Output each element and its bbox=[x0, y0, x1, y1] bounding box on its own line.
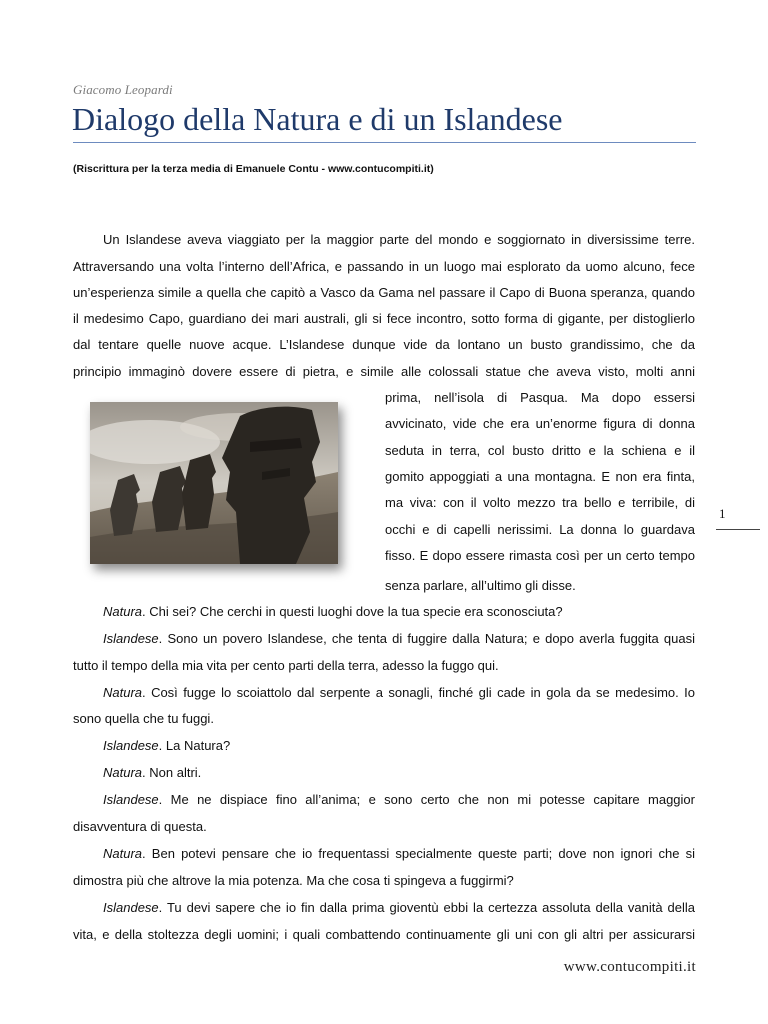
footer-url: www.contucompiti.it bbox=[563, 959, 696, 975]
dialogue-line: Natura. Ben potevi pensare che io frequentassi specialmente queste parti; dove non ignori che si bbox=[103, 846, 695, 861]
dialogue-text: Sono un povero Islandese, che tenta di fuggire dalla Natura; e dopo averla fuggita quasi bbox=[167, 631, 695, 646]
dialogue-line: Natura. Così fugge lo scoiattolo dal serpente a sonagli, finché gli cade in gola da se medesimo. Io bbox=[103, 685, 695, 700]
paragraph-line: ma viva: con il volto mezzo tra bello e terribile, di bbox=[385, 495, 695, 510]
dialogue-line: Islandese. La Natura? bbox=[103, 738, 231, 753]
speaker-name: Natura bbox=[103, 846, 143, 861]
paragraph-line: fisso. E dopo essere rimasta così per un certo tempo bbox=[385, 548, 695, 563]
dialogue-line: Islandese. Tu devi sapere che io fin dalla prima gioventù ebbi la certezza assoluta della vanità della bbox=[103, 900, 695, 915]
paragraph-line: Attraversando una volta l’interno dell’Africa, e passando in un luogo mai esplorato da uomo alcuno, fece bbox=[73, 259, 695, 274]
dialogue-line: dimostra più che altrove la mia potenza. Ma che cosa ti spingeva a fuggirmi? bbox=[73, 873, 514, 888]
paragraph-line: Un Islandese aveva viaggiato per la maggior parte del mondo e soggiornato in diversissime terre. bbox=[103, 232, 695, 247]
speaker-name: Islandese bbox=[103, 792, 159, 807]
dialogue-text: La Natura? bbox=[165, 738, 231, 753]
dialogue-line: Natura. Non altri. bbox=[103, 765, 202, 780]
speaker-name: Islandese bbox=[103, 900, 159, 915]
paragraph-line: occhi e di capelli nerissimi. La donna lo guardava bbox=[385, 522, 695, 537]
dialogue-line: sono quella che tu fuggi. bbox=[73, 711, 214, 726]
paragraph-line: gomito appoggiati a una montagna. E non era finta, bbox=[385, 469, 695, 484]
dialogue-text: Così fugge lo scoiattolo dal serpente a sonagli, finché gli cade in gola da se medesimo. Io bbox=[151, 685, 695, 700]
dialogue-line: Natura. Chi sei? Che cerchi in questi luoghi dove la tua specie era sconosciuta? bbox=[103, 604, 563, 619]
page-number: 1 bbox=[719, 506, 726, 521]
moai-photo-icon bbox=[90, 402, 338, 564]
speaker-name: Natura bbox=[103, 765, 143, 780]
speaker-name: Islandese bbox=[103, 631, 159, 646]
paragraph-line: un’esperienza simile a quella che capitò a Vasco da Gama nel passare il Capo di Buona speranza, quando bbox=[73, 285, 695, 300]
speaker-name: Islandese bbox=[103, 738, 159, 753]
author-name: Giacomo Leopardi bbox=[73, 82, 173, 97]
subtitle: (Riscrittura per la terza media di Emanuele Contu - www.contucompiti.it) bbox=[73, 163, 434, 175]
speaker-name: Natura bbox=[103, 685, 143, 700]
paragraph-line: prima, nell’isola di Pasqua. Ma dopo essersi bbox=[385, 390, 695, 405]
paragraph-line: senza parlare, all’ultimo gli disse. bbox=[385, 578, 576, 593]
dialogue-text: Me ne dispiace fino all’anima; e sono certo che non mi potesse capitare maggior bbox=[170, 792, 695, 807]
title-underline bbox=[73, 142, 696, 143]
paragraph-line: dal tentare quelle nuove acque. L’Islandese dunque vide da lontano un busto grandissimo, che da bbox=[73, 337, 695, 352]
dialogue-line: tutto il tempo della mia vita per cento parti della terra, adesso la fuggo qui. bbox=[73, 658, 499, 673]
paragraph-line: il medesimo Capo, guardiano dei mari australi, gli si fece incontro, sotto forma di gigante, per distoglierlo bbox=[73, 311, 695, 326]
moai-statues-photo bbox=[90, 402, 338, 564]
dialogue-line: Islandese. Sono un povero Islandese, che tenta di fuggire dalla Natura; e dopo averla fuggita quasi bbox=[103, 631, 695, 646]
dialogue-text: Tu devi sapere che io fin dalla prima gioventù ebbi la certezza assoluta della vanità della bbox=[166, 900, 695, 915]
page-title: Dialogo della Natura e di un Islandese bbox=[72, 101, 563, 137]
paragraph-line: avvicinato, vide che era un’enorme figura di donna bbox=[385, 416, 695, 431]
speaker-name: Natura bbox=[103, 604, 143, 619]
dialogue-line: Islandese. Me ne dispiace fino all’anima; e sono certo che non mi potesse capitare maggior bbox=[103, 792, 695, 807]
page-number-rule bbox=[716, 529, 760, 530]
dialogue-text: Chi sei? Che cerchi in questi luoghi dove la tua specie era sconosciuta? bbox=[149, 604, 563, 619]
dialogue-text: Ben potevi pensare che io frequentassi specialmente queste parti; dove non ignori che si bbox=[151, 846, 695, 861]
paragraph-line: principio immaginò dovere essere di pietra, e simile alle colossali statue che aveva visto, molti anni bbox=[73, 364, 695, 379]
dialogue-text: Non altri. bbox=[149, 765, 202, 780]
dialogue-line: vita, e della stoltezza degli uomini; i quali combattendo continuamente gli uni con gli altri per assicurarsi bbox=[73, 927, 695, 942]
dialogue-line: disavventura di questa. bbox=[73, 819, 207, 834]
paragraph-line: seduta in terra, col busto dritto e la schiena e il bbox=[385, 443, 695, 458]
